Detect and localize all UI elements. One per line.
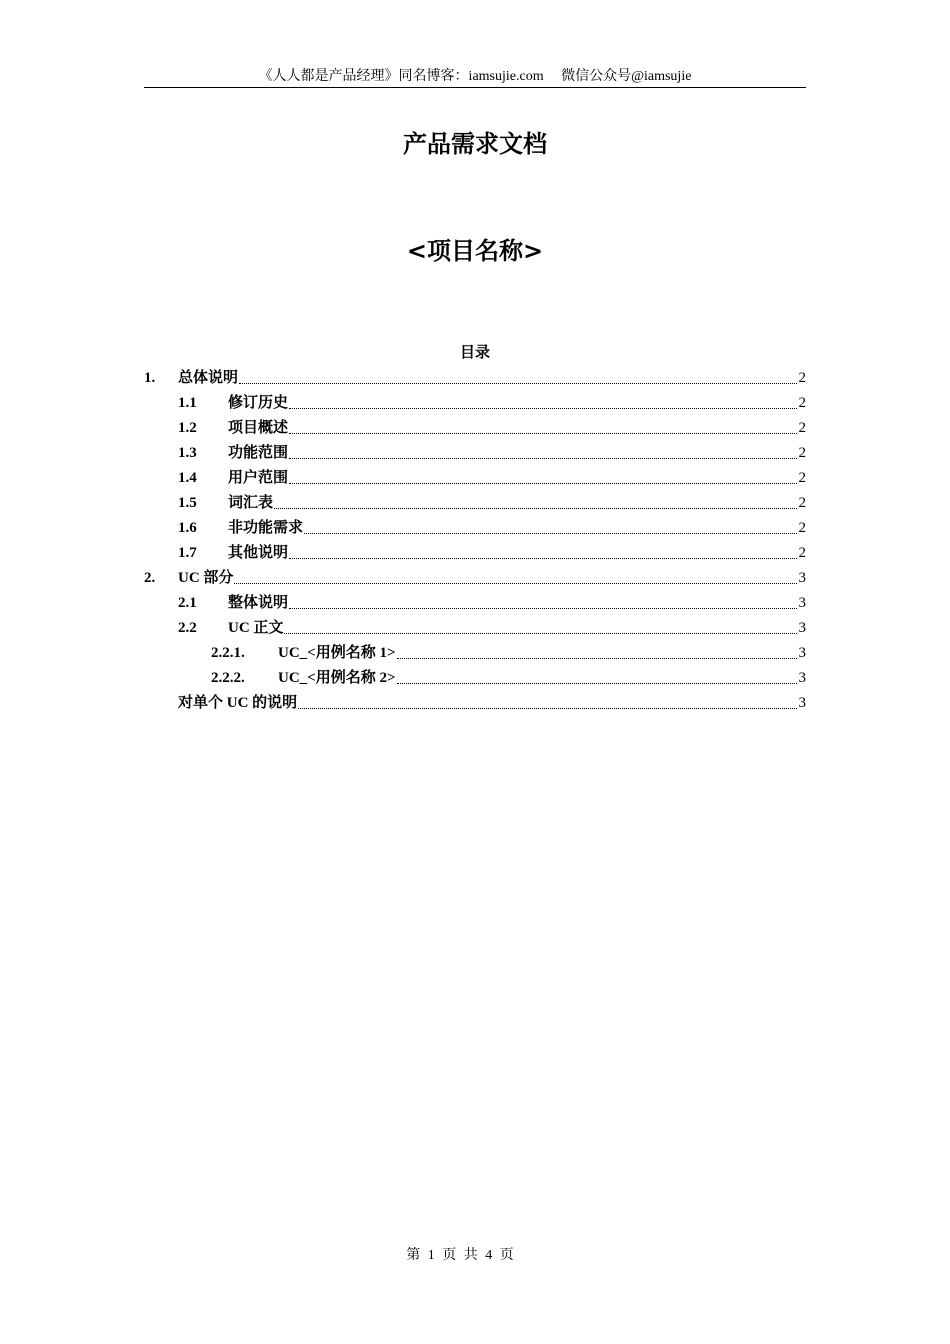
toc-entry[interactable] <box>144 664 806 689</box>
toc-entry-number: 1.7 <box>178 545 197 561</box>
toc-leader-dots <box>289 608 796 609</box>
toc-entry[interactable] <box>144 539 806 564</box>
toc-entry-number: 1.2 <box>178 420 197 436</box>
toc-leader-dots <box>274 508 796 509</box>
toc-leader-dots <box>397 658 797 659</box>
toc-entry-title: 用户范围 <box>228 470 289 486</box>
page-header: 《人人都是产品经理》同名博客：iamsujie.com 微信公众号@iamsujie <box>144 68 806 88</box>
toc-entry-title: 其他说明 <box>228 545 289 561</box>
toc-entry-number: 1.1 <box>178 395 197 411</box>
toc-entry-title: 非功能需求 <box>228 520 304 536</box>
toc-entry-number: 1.3 <box>178 445 197 461</box>
toc-leader-dots <box>397 683 797 684</box>
toc-entry-page: 3 <box>798 695 806 711</box>
toc-leader-dots <box>284 633 796 634</box>
toc-entry-number: 1.4 <box>178 470 197 486</box>
toc-entry-page: 3 <box>798 595 806 611</box>
toc-entry-title: 词汇表 <box>228 495 274 511</box>
toc-entry-page: 2 <box>798 495 806 511</box>
toc-entry[interactable] <box>144 514 806 539</box>
toc-entry[interactable] <box>144 389 806 414</box>
toc-heading: 目录 <box>459 343 490 361</box>
page-footer: 第 1 页 共 4 页 <box>406 1248 516 1263</box>
toc-entry-title: UC 正文 <box>228 620 284 636</box>
toc-entry-title: 项目概述 <box>228 420 289 436</box>
toc-leader-dots <box>289 558 796 559</box>
toc-leader-dots <box>289 458 796 459</box>
toc-entry[interactable] <box>144 564 806 589</box>
toc-leader-dots <box>304 533 796 534</box>
toc-entry[interactable] <box>144 689 806 714</box>
toc-entry-number: 2.2.2. <box>211 670 245 686</box>
toc-entry[interactable] <box>144 464 806 489</box>
toc-entry-page: 2 <box>798 395 806 411</box>
table-of-contents <box>144 364 806 714</box>
toc-entry-page: 2 <box>798 420 806 436</box>
toc-entry-page: 3 <box>798 570 806 586</box>
toc-entry-page: 3 <box>798 670 806 686</box>
toc-entry-number: 1. <box>144 370 156 386</box>
toc-entry-title: 修订历史 <box>228 395 289 411</box>
toc-leader-dots <box>234 583 796 584</box>
toc-leader-dots <box>239 383 796 384</box>
toc-entry-title: 整体说明 <box>228 595 289 611</box>
toc-entry-number: 2.1 <box>178 595 197 611</box>
toc-leader-dots <box>289 408 796 409</box>
toc-entry-title: UC_<用例名称 2> <box>278 670 396 686</box>
toc-entry-title: 功能范围 <box>228 445 289 461</box>
toc-entry-page: 2 <box>798 445 806 461</box>
toc-leader-dots <box>298 708 796 709</box>
toc-entry[interactable] <box>144 364 806 389</box>
toc-leader-dots <box>289 433 796 434</box>
toc-entry-page: 2 <box>798 470 806 486</box>
document-title: 产品需求文档 <box>403 130 547 158</box>
toc-entry-page: 2 <box>798 520 806 536</box>
toc-entry[interactable] <box>144 589 806 614</box>
toc-entry[interactable] <box>144 489 806 514</box>
toc-entry[interactable] <box>144 414 806 439</box>
toc-entry-page: 2 <box>798 370 806 386</box>
toc-entry-title: 对单个 UC 的说明 <box>178 695 298 711</box>
toc-entry-number: 2.2 <box>178 620 197 636</box>
toc-entry-number: 1.5 <box>178 495 197 511</box>
toc-entry[interactable] <box>144 614 806 639</box>
toc-entry-number: 1.6 <box>178 520 197 536</box>
toc-entry-title: UC_<用例名称 1> <box>278 645 396 661</box>
toc-entry-page: 2 <box>798 545 806 561</box>
toc-leader-dots <box>289 483 796 484</box>
toc-entry-title: UC 部分 <box>178 570 234 586</box>
toc-entry-number: 2. <box>144 570 156 586</box>
toc-entry-title: 总体说明 <box>178 370 239 386</box>
toc-entry-page: 3 <box>798 620 806 636</box>
toc-entry[interactable] <box>144 439 806 464</box>
toc-entry-number: 2.2.1. <box>211 645 245 661</box>
project-name: <项目名称> <box>406 237 544 265</box>
toc-entry[interactable] <box>144 639 806 664</box>
toc-entry-page: 3 <box>798 645 806 661</box>
